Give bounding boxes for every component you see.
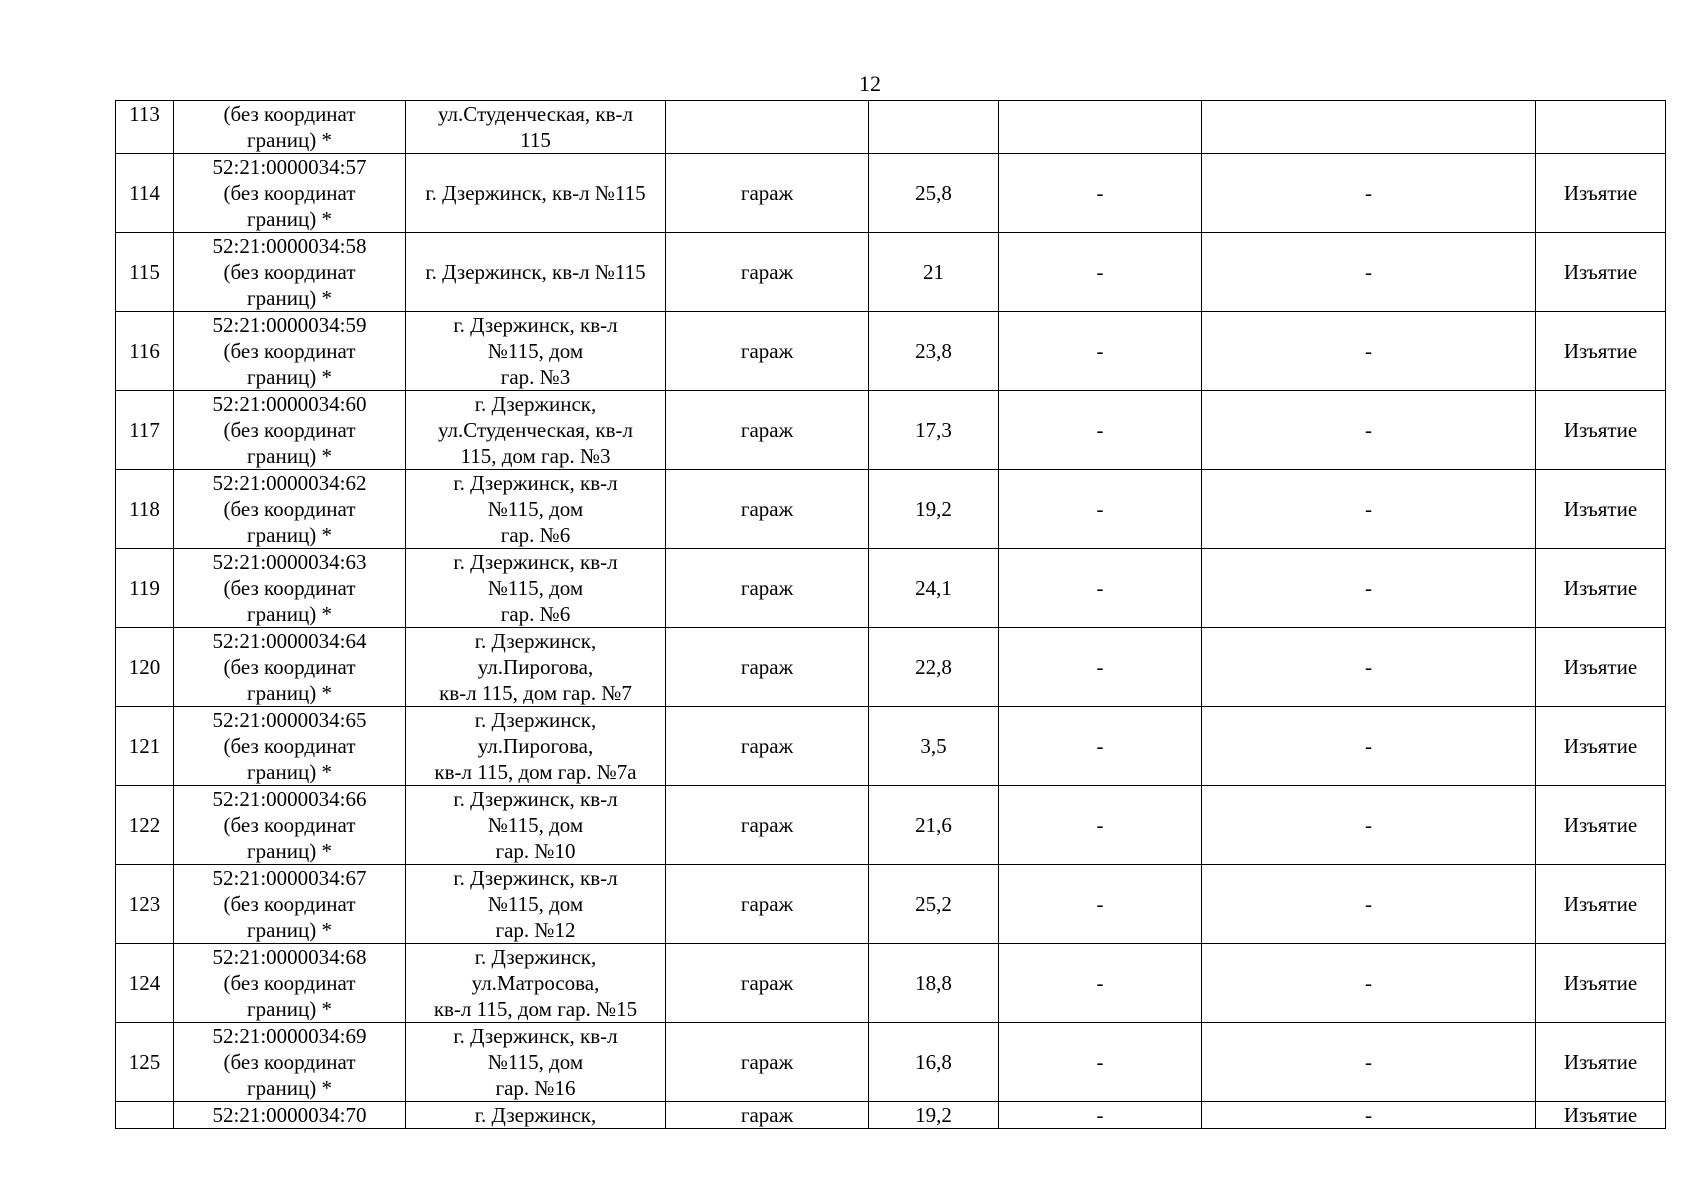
area: 17,3 [869, 391, 999, 470]
object-type: гараж [666, 707, 869, 786]
cadastral-number: (без координат границ) * [174, 101, 406, 154]
column-6: - [999, 707, 1202, 786]
row-number: 118 [116, 470, 174, 549]
cadastral-number: 52:21:0000034:68 (без координат границ) * [174, 944, 406, 1023]
action: Изъятие [1536, 233, 1666, 312]
column-6: - [999, 1023, 1202, 1102]
column-7: - [1202, 865, 1536, 944]
table-row [116, 944, 1666, 1023]
column-7: - [1202, 944, 1536, 1023]
address: г. Дзержинск, ул.Пирогова, кв-л 115, дом гар. №7а [406, 707, 666, 786]
row-number: 117 [116, 391, 174, 470]
row-number: 113 [116, 101, 174, 154]
area: 21,6 [869, 786, 999, 865]
object-type: гараж [666, 1023, 869, 1102]
table-row [116, 312, 1666, 391]
object-type: гараж [666, 865, 869, 944]
row-number: 123 [116, 865, 174, 944]
address: г. Дзержинск, кв-л №115, дом гар. №6 [406, 470, 666, 549]
row-number: 119 [116, 549, 174, 628]
cadastral-number: 52:21:0000034:67 (без координат границ) * [174, 865, 406, 944]
action: Изъятие [1536, 154, 1666, 233]
column-6: - [999, 391, 1202, 470]
row-number: 122 [116, 786, 174, 865]
address: г. Дзержинск, кв-л №115, дом гар. №12 [406, 865, 666, 944]
row-number [116, 1102, 174, 1129]
column-7: - [1202, 549, 1536, 628]
table-row [116, 628, 1666, 707]
address: г. Дзержинск, [406, 1102, 666, 1129]
column-7: - [1202, 628, 1536, 707]
action: Изъятие [1536, 865, 1666, 944]
column-6: - [999, 549, 1202, 628]
column-7: - [1202, 312, 1536, 391]
column-6: - [999, 865, 1202, 944]
address: г. Дзержинск, кв-л №115, дом гар. №3 [406, 312, 666, 391]
action: Изъятие [1536, 391, 1666, 470]
area: 25,2 [869, 865, 999, 944]
column-7: - [1202, 470, 1536, 549]
table-row [116, 154, 1666, 233]
row-number: 116 [116, 312, 174, 391]
row-number: 115 [116, 233, 174, 312]
cadastral-number: 52:21:0000034:69 (без координат границ) * [174, 1023, 406, 1102]
cadastral-number: 52:21:0000034:70 [174, 1102, 406, 1129]
page-number: 12 [859, 71, 881, 96]
column-6: - [999, 470, 1202, 549]
object-type: гараж [666, 549, 869, 628]
cadastral-number: 52:21:0000034:65 (без координат границ) * [174, 707, 406, 786]
table-row [116, 1023, 1666, 1102]
cadastral-number: 52:21:0000034:64 (без координат границ) * [174, 628, 406, 707]
row-number: 124 [116, 944, 174, 1023]
table-row [116, 549, 1666, 628]
column-6 [999, 101, 1202, 154]
action: Изъятие [1536, 786, 1666, 865]
object-type: гараж [666, 470, 869, 549]
object-type: гараж [666, 1102, 869, 1129]
object-type: гараж [666, 154, 869, 233]
address: г. Дзержинск, кв-л №115 [406, 233, 666, 312]
column-7: - [1202, 391, 1536, 470]
area: 24,1 [869, 549, 999, 628]
area: 19,2 [869, 1102, 999, 1129]
address: г. Дзержинск, ул.Студенческая, кв-л 115, дом гар. №3 [406, 391, 666, 470]
address: г. Дзержинск, кв-л №115, дом гар. №6 [406, 549, 666, 628]
column-6: - [999, 1102, 1202, 1129]
table-row [116, 470, 1666, 549]
table-row [116, 865, 1666, 944]
cadastral-number: 52:21:0000034:66 (без координат границ) * [174, 786, 406, 865]
cadastral-number: 52:21:0000034:57 (без координат границ) * [174, 154, 406, 233]
action: Изъятие [1536, 707, 1666, 786]
object-type: гараж [666, 944, 869, 1023]
column-6: - [999, 233, 1202, 312]
action: Изъятие [1536, 1102, 1666, 1129]
table-row [116, 1102, 1666, 1129]
area: 3,5 [869, 707, 999, 786]
object-type: гараж [666, 628, 869, 707]
area: 19,2 [869, 470, 999, 549]
area [869, 101, 999, 154]
address: г. Дзержинск, ул.Пирогова, кв-л 115, дом гар. №7 [406, 628, 666, 707]
address: г. Дзержинск, кв-л №115 [406, 154, 666, 233]
object-type: гараж [666, 233, 869, 312]
area: 21 [869, 233, 999, 312]
table-row [116, 233, 1666, 312]
area: 23,8 [869, 312, 999, 391]
object-type: гараж [666, 786, 869, 865]
area: 16,8 [869, 1023, 999, 1102]
column-7: - [1202, 707, 1536, 786]
action: Изъятие [1536, 1023, 1666, 1102]
object-type [666, 101, 869, 154]
object-type: гараж [666, 391, 869, 470]
row-number: 114 [116, 154, 174, 233]
action: Изъятие [1536, 628, 1666, 707]
address: ул.Студенческая, кв-л 115 [406, 101, 666, 154]
row-number: 120 [116, 628, 174, 707]
registry-table [115, 100, 1666, 1129]
address: г. Дзержинск, ул.Матросова, кв-л 115, дом гар. №15 [406, 944, 666, 1023]
table-row [116, 391, 1666, 470]
column-7 [1202, 101, 1536, 154]
column-6: - [999, 628, 1202, 707]
address: г. Дзержинск, кв-л №115, дом гар. №10 [406, 786, 666, 865]
action: Изъятие [1536, 470, 1666, 549]
column-7: - [1202, 786, 1536, 865]
column-7: - [1202, 1102, 1536, 1129]
cadastral-number: 52:21:0000034:60 (без координат границ) * [174, 391, 406, 470]
cadastral-number: 52:21:0000034:62 (без координат границ) * [174, 470, 406, 549]
action: Изъятие [1536, 944, 1666, 1023]
column-7: - [1202, 233, 1536, 312]
object-type: гараж [666, 312, 869, 391]
column-6: - [999, 944, 1202, 1023]
cadastral-number: 52:21:0000034:58 (без координат границ) * [174, 233, 406, 312]
column-7: - [1202, 1023, 1536, 1102]
table-row [116, 707, 1666, 786]
area: 25,8 [869, 154, 999, 233]
area: 18,8 [869, 944, 999, 1023]
action [1536, 101, 1666, 154]
cadastral-number: 52:21:0000034:59 (без координат границ) * [174, 312, 406, 391]
area: 22,8 [869, 628, 999, 707]
cadastral-number: 52:21:0000034:63 (без координат границ) * [174, 549, 406, 628]
column-6: - [999, 154, 1202, 233]
address: г. Дзержинск, кв-л №115, дом гар. №16 [406, 1023, 666, 1102]
table-row [116, 786, 1666, 865]
row-number: 121 [116, 707, 174, 786]
column-6: - [999, 786, 1202, 865]
column-7: - [1202, 154, 1536, 233]
row-number: 125 [116, 1023, 174, 1102]
column-6: - [999, 312, 1202, 391]
action: Изъятие [1536, 549, 1666, 628]
action: Изъятие [1536, 312, 1666, 391]
table-row [116, 101, 1666, 154]
